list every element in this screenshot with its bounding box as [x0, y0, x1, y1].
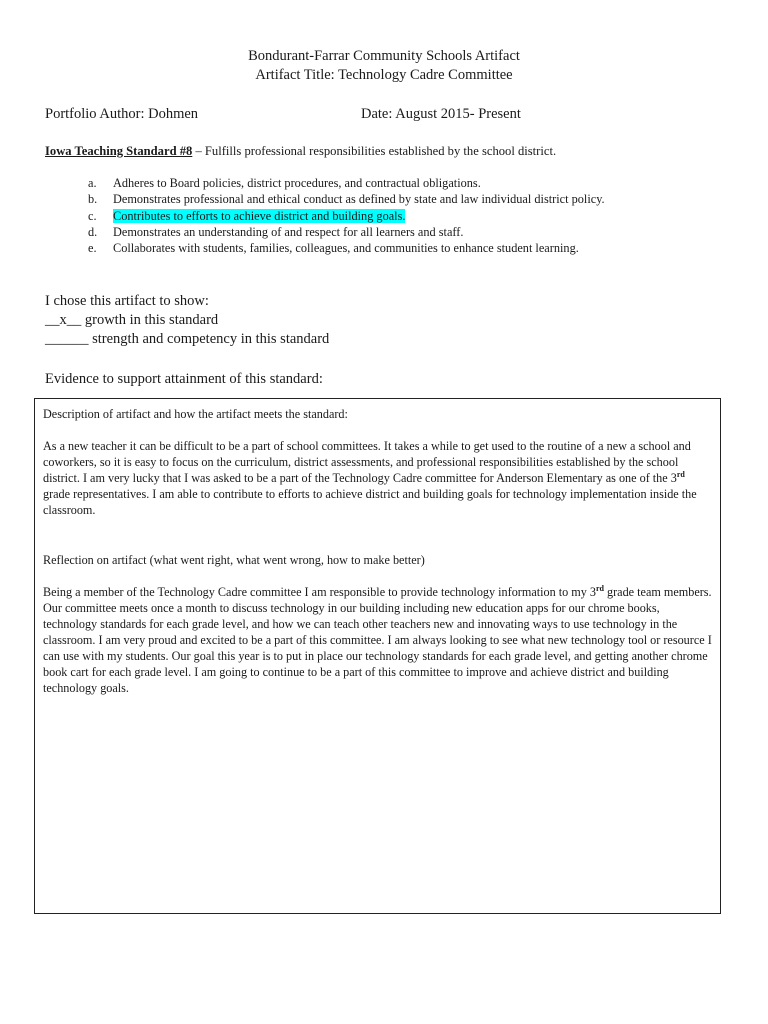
criteria-letter: b. — [88, 192, 98, 207]
criteria-item — [88, 240, 605, 256]
reflection-text-part2: grade team members. Our committee meets once a month to discuss technology in our building including new education apps for our chrome books, technology standards for each grade level, and how we can teach other teachers new and innovating ways to use technology in the classroom. I am very proud and excited to be a part of this committee. I am always looking to see what new technology tool or resource I can use with my students. Our goal this year is to put in place our technology standards for each grade level, and getting another chrome book cart for each grade level. I am going to continue to be a part of this committee to improve and achieve district and building technology goals. — [43, 584, 712, 696]
artifact-title: Artifact Title: Technology Cadre Committee — [255, 67, 513, 83]
description-text-part2: grade representatives. I am able to contribute to efforts to achieve district and building goals for technology implementation inside the classroom. — [43, 487, 697, 518]
choice-intro: I chose this artifact to show: — [45, 293, 209, 309]
criteria-text: Demonstrates an understanding of and respect for all learners and staff. — [113, 224, 464, 239]
criteria-list — [88, 175, 605, 256]
description-label: Description of artifact and how the artifact meets the standard: — [43, 407, 348, 421]
artifact-choice — [45, 292, 329, 349]
criteria-text: Demonstrates professional and ethical conduct as defined by state and law individual district policy. — [113, 192, 605, 207]
criteria-letter: e. — [88, 241, 97, 256]
meta-row — [45, 105, 745, 124]
choice-strength: ______ strength and competency in this standard — [45, 331, 330, 347]
criteria-letter: c. — [88, 208, 97, 223]
criteria-item — [88, 224, 605, 240]
choice-growth: __x__ growth in this standard — [45, 312, 219, 328]
description-body — [43, 438, 713, 518]
school-artifact-title: Bondurant-Farrar Community Schools Artifact — [248, 48, 520, 64]
portfolio-author: Portfolio Author: Dohmen — [45, 106, 199, 122]
standard-description: – Fulfills professional responsibilities established by the school district. — [192, 144, 557, 158]
criteria-item — [88, 191, 605, 207]
reflection-superscript: rd — [595, 583, 604, 593]
criteria-letter: a. — [88, 176, 97, 190]
standard-name: Iowa Teaching Standard #8 — [45, 144, 193, 158]
criteria-letter: d. — [88, 224, 98, 239]
evidence-heading: Evidence to support attainment of this standard: — [45, 371, 323, 387]
description-text-part1: As a new teacher it can be difficult to be a part of school committees. It takes a while to get used to the routine of a new a school and coworkers, so it is easy to focus on the curriculum, district assessments, and professional responsibilities established by the school district. I am very lucky that I was asked to be a part of the Technology Cadre committee for Anderson Elementary as one of the 3 — [43, 439, 691, 486]
criteria-text: Adheres to Board policies, district procedures, and contractual obligations. — [113, 176, 481, 190]
evidence-box — [34, 398, 721, 914]
teaching-standard — [45, 143, 745, 160]
description-superscript: rd — [676, 470, 685, 480]
criteria-text: Collaborates with students, families, colleagues, and communities to enhance student learning. — [113, 241, 579, 256]
criteria-item-highlighted — [88, 208, 605, 224]
reflection-body — [43, 584, 713, 697]
document-header — [0, 47, 768, 85]
artifact-date: Date: August 2015- Present — [361, 106, 521, 122]
criteria-text-highlighted: Contributes to efforts to achieve district and building goals. — [113, 208, 406, 223]
criteria-item — [88, 175, 605, 191]
reflection-label: Reflection on artifact (what went right, what went wrong, how to make better) — [43, 552, 425, 567]
reflection-text-part1: Being a member of the Technology Cadre committee I am responsible to provide technology information to my 3 — [43, 584, 596, 599]
